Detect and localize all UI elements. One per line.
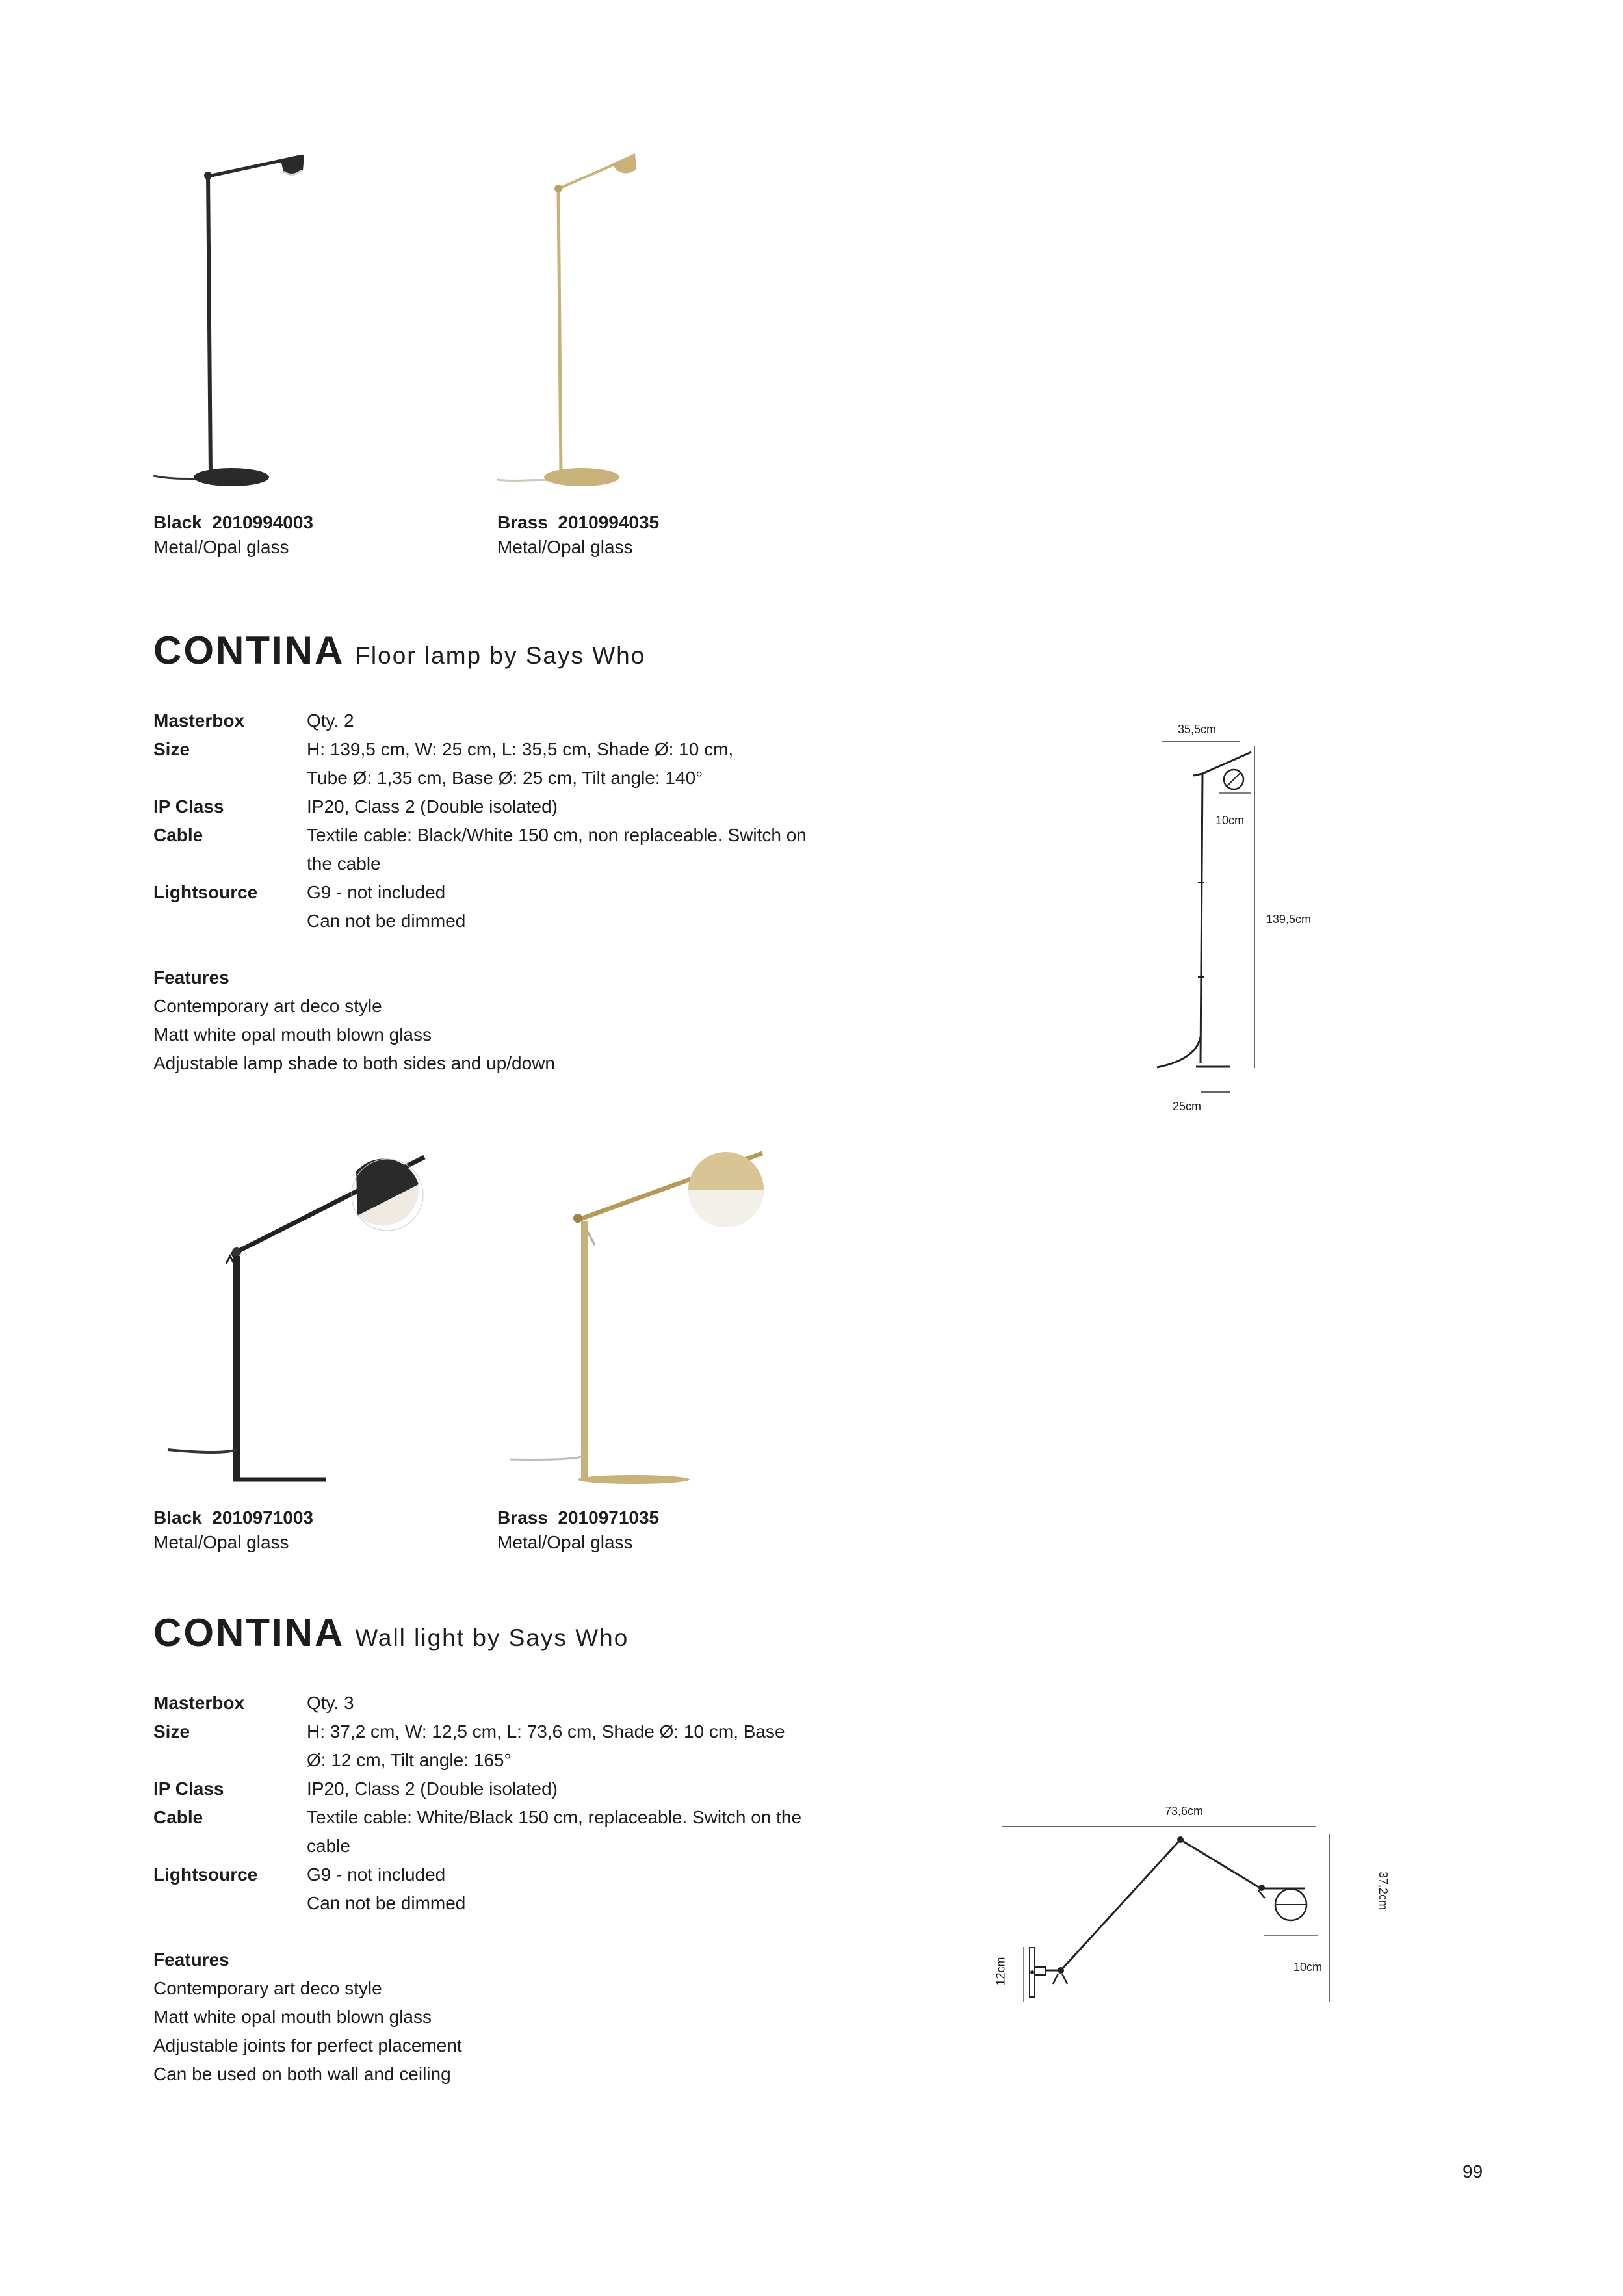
spec-label: Masterbox — [153, 711, 245, 731]
floor-dim-base: 25cm — [1173, 1100, 1202, 1113]
product-material: Metal/Opal glass — [153, 1532, 289, 1552]
spec-label: Cable — [153, 825, 203, 845]
product-name: CONTINA — [153, 629, 345, 672]
spec-value: the cable — [307, 854, 381, 874]
spec-row-masterbox — [153, 707, 879, 735]
product-name: CONTINA — [153, 1611, 345, 1654]
spec-value: G9 - not included — [307, 882, 446, 902]
spec-row-cable — [153, 1803, 879, 1860]
spec-value: IP20, Class 2 (Double isolated) — [307, 796, 558, 816]
feature-item: Matt white opal mouth blown glass — [153, 2007, 432, 2027]
spec-value: Qty. 2 — [307, 711, 354, 731]
floor-dim-height: 139,5cm — [1266, 913, 1312, 926]
spec-row-ip-class — [153, 1775, 879, 1803]
floor-product-brass — [497, 510, 659, 560]
spec-value: cable — [307, 1836, 350, 1856]
wall-light-features — [153, 1946, 462, 2089]
spec-label: Cable — [153, 1807, 203, 1827]
spec-value: G9 - not included — [307, 1864, 446, 1885]
wall-dim-height: 37,2cm — [1377, 1871, 1390, 1911]
floor-lamp-specs — [153, 707, 879, 935]
spec-value: Can not be dimmed — [307, 911, 466, 931]
feature-item: Contemporary art deco style — [153, 996, 382, 1016]
product-color: Black — [153, 512, 202, 532]
spec-row-cable — [153, 821, 879, 878]
wall-product-black — [153, 1506, 313, 1555]
spec-value: H: 37,2 cm, W: 12,5 cm, L: 73,6 cm, Shade Ø: 10 cm, Base — [307, 1721, 785, 1742]
spec-value: Ø: 12 cm, Tilt angle: 165° — [307, 1750, 512, 1770]
spec-label: IP Class — [153, 796, 224, 816]
wall-product-brass — [497, 1506, 659, 1555]
feature-item: Adjustable lamp shade to both sides and up/down — [153, 1053, 555, 1073]
spec-value: Qty. 3 — [307, 1693, 354, 1713]
floor-lamp-brass-image — [497, 147, 699, 498]
floor-lamp-features — [153, 963, 555, 1078]
product-code: 2010994003 — [212, 512, 314, 532]
feature-item: Can be used on both wall and ceiling — [153, 2064, 451, 2084]
wall-light-dimension-drawing — [975, 1801, 1378, 2009]
spec-row-masterbox — [153, 1689, 879, 1717]
floor-lamp-black-image — [153, 147, 355, 498]
wall-light-black-image — [156, 1144, 435, 1495]
spec-label: Size — [153, 739, 190, 759]
features-heading: Features — [153, 967, 229, 987]
spec-value: IP20, Class 2 (Double isolated) — [307, 1779, 558, 1799]
wall-dim-shade: 10cm — [1293, 1961, 1323, 1974]
page-number: 99 — [1462, 2161, 1483, 2182]
spec-row-size — [153, 1717, 879, 1775]
spec-label: IP Class — [153, 1779, 224, 1799]
floor-dim-length: 35,5cm — [1178, 723, 1217, 736]
wall-dim-base: 12cm — [994, 1957, 1007, 1986]
feature-item: Adjustable joints for perfect placement — [153, 2035, 462, 2055]
wall-light-specs — [153, 1689, 879, 1918]
spec-row-lightsource — [153, 1860, 879, 1918]
product-material: Metal/Opal glass — [153, 537, 289, 557]
feature-item: Contemporary art deco style — [153, 1978, 382, 1998]
features-heading: Features — [153, 1950, 229, 1970]
product-color: Brass — [497, 1507, 548, 1528]
floor-lamp-title — [153, 628, 645, 679]
spec-label: Size — [153, 1721, 190, 1742]
product-material: Metal/Opal glass — [497, 537, 633, 557]
product-color: Brass — [497, 512, 548, 532]
product-code: 2010971035 — [558, 1507, 660, 1528]
product-subtitle: Wall light by Says Who — [355, 1624, 629, 1651]
product-code: 2010971003 — [212, 1507, 314, 1528]
spec-row-lightsource — [153, 878, 879, 935]
product-material: Metal/Opal glass — [497, 1532, 633, 1552]
floor-product-black — [153, 510, 313, 560]
spec-value: Tube Ø: 1,35 cm, Base Ø: 25 cm, Tilt angle: 140° — [307, 768, 703, 788]
spec-label: Lightsource — [153, 882, 258, 902]
spec-row-size — [153, 735, 879, 792]
wall-light-brass-image — [497, 1144, 777, 1495]
product-subtitle: Floor lamp by Says Who — [355, 642, 646, 669]
floor-dim-shade: 10cm — [1215, 814, 1245, 827]
product-color: Black — [153, 1507, 202, 1528]
spec-label: Lightsource — [153, 1864, 258, 1885]
wall-light-title — [153, 1610, 629, 1661]
spec-value: H: 139,5 cm, W: 25 cm, L: 35,5 cm, Shade Ø: 10 cm, — [307, 739, 734, 759]
spec-value: Textile cable: Black/White 150 cm, non replaceable. Switch on — [307, 825, 807, 845]
wall-dim-length: 73,6cm — [1165, 1805, 1204, 1818]
spec-value: Can not be dimmed — [307, 1893, 466, 1913]
product-code: 2010994035 — [558, 512, 660, 532]
spec-row-ip-class — [153, 792, 879, 821]
spec-value: Textile cable: White/Black 150 cm, replaceable. Switch on the — [307, 1807, 802, 1827]
feature-item: Matt white opal mouth blown glass — [153, 1024, 432, 1045]
spec-label: Masterbox — [153, 1693, 245, 1713]
